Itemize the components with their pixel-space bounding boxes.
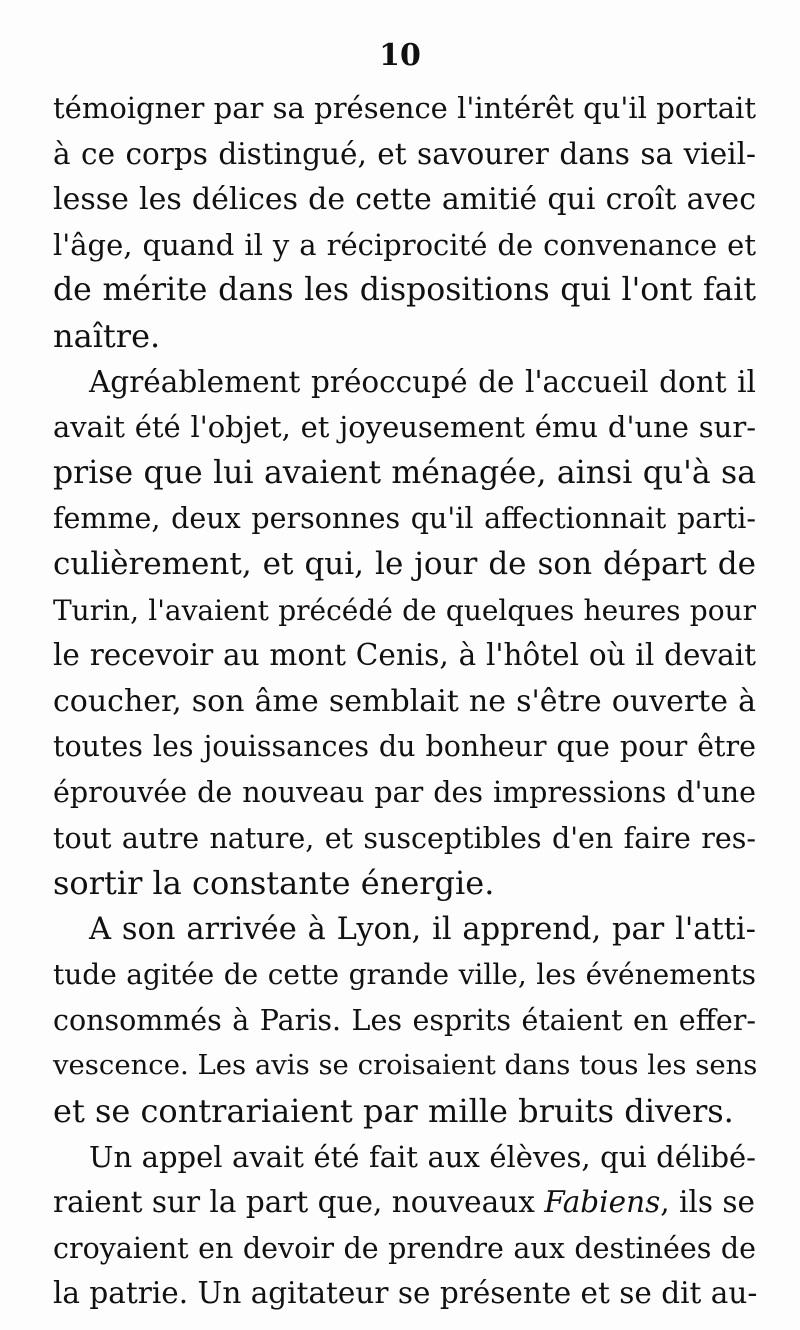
text-line: tude agitée de cette grande ville, les événements <box>53 958 756 992</box>
text-line: naître. <box>53 316 161 355</box>
body-text <box>53 86 756 1317</box>
text-line: et se contrariaient par mille bruits divers. <box>53 1092 734 1131</box>
text-line: témoigner par sa présence l'intérêt qu'il portait <box>53 91 756 125</box>
text-line: culièrement, et qui, le jour de son départ de <box>53 545 756 582</box>
text-line-with-italic <box>53 1180 756 1226</box>
text-line: femme, deux personnes qu'il affectionnait parti- <box>53 502 756 536</box>
text-line: coucher, son âme semblait ne s'être ouverte à <box>53 683 756 719</box>
text-line: à ce corps distingué, et savourer dans sa vieil- <box>53 136 756 171</box>
text-line: sortir la constante énergie. <box>53 864 495 903</box>
text-line: Un appel avait été fait aux élèves, qui délibé- <box>89 1139 756 1174</box>
page-number: 10 <box>379 38 421 73</box>
text-line: de mérite dans les dispositions qui l'ont fait <box>53 272 756 309</box>
text-line: la patrie. Un agitateur se présente et se dit au- <box>53 1276 758 1311</box>
text-segment: , ils se <box>660 1185 755 1220</box>
italic-word: Fabiens <box>544 1185 661 1220</box>
text-line: Turin, l'avaient précédé de quelques heures pour <box>53 593 756 627</box>
text-line: le recevoir au mont Cenis, à l'hôtel où il devait <box>53 638 756 673</box>
text-line: prise que lui avaient ménagée, ainsi qu'à sa <box>53 454 756 491</box>
text-segment: raient sur la part que, nouveaux <box>53 1185 535 1220</box>
text-line: vescence. Les avis se croisaient dans tous les sens <box>53 1049 758 1082</box>
text-line: A son arrivée à Lyon, il apprend, par l'atti- <box>89 911 756 947</box>
text-line: Agréablement préoccupé de l'accueil dont il <box>89 364 756 399</box>
text-line: avait été l'objet, et joyeusement ému d'une sur- <box>53 410 756 445</box>
text-line: consommés à Paris. Les esprits étaient en effer- <box>53 1003 756 1037</box>
text-line: toutes les jouissances du bonheur que pour être <box>53 730 756 764</box>
text-line: l'âge, quand il y a réciprocité de convenance et <box>53 227 756 262</box>
text-line: éprouvée de nouveau par des impressions d'une <box>53 775 756 809</box>
text-line: croyaient en devoir de prendre aux destinées de <box>53 1231 756 1265</box>
text-line: lesse les délices de cette amitié qui croît avec <box>53 182 756 218</box>
text-line: tout autre nature, et susceptibles d'en faire res- <box>53 821 756 855</box>
